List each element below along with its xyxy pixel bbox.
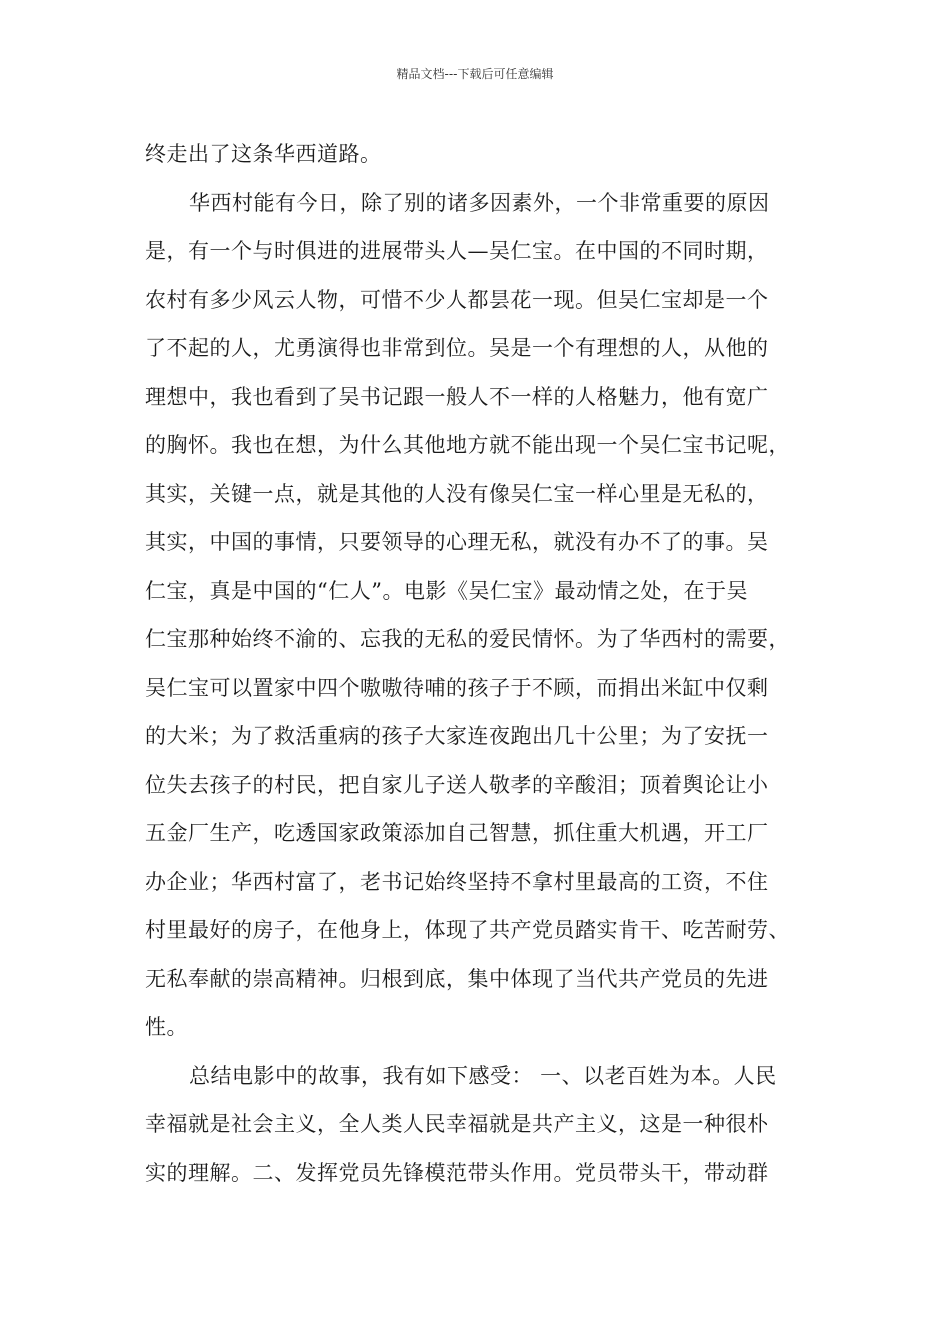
- text-line: 其实，关键一点，就是其他的人没有像吴仁宝一样心里是无私的，: [145, 481, 769, 506]
- text-line: 性。: [145, 1015, 188, 1039]
- text-line: 仁宝，真是中国的“仁人”。电影《吴仁宝》最动情之处，在于吴: [145, 578, 748, 603]
- text-line: 终走出了这条华西道路。: [145, 142, 382, 166]
- text-line: 华西村能有今日，除了别的诸多因素外，一个非常重要的原因: [189, 190, 770, 215]
- text-line: 是，有一个与时俱进的进展带头人—吴仁宝。在中国的不同时期，: [145, 239, 769, 263]
- text-line: 了不起的人，尤勇演得也非常到位。吴是一个有理想的人，从他的: [145, 336, 769, 360]
- text-line: 幸福就是社会主义，全人类人民幸福就是共产主义，这是一种很朴: [145, 1112, 769, 1136]
- page-header: 精品文档---下载后可任意编辑: [396, 67, 554, 81]
- text-line: 其实，中国的事情，只要领导的心理无私，就没有办不了的事。吴: [145, 530, 769, 554]
- text-line: 无私奉献的崇高精神。归根到底，集中体现了当代共产党员的先进: [145, 966, 769, 991]
- text-line: 办企业；华西村富了，老书记始终坚持不拿村里最高的工资，不住: [145, 869, 769, 894]
- text-line: 的大米；为了救活重病的孩子大家连夜跑出几十公里；为了安抚一: [145, 724, 769, 748]
- text-line: 总结电影中的故事，我有如下感受： 一、以老百姓为本。人民: [189, 1063, 777, 1088]
- body-text: [145, 130, 825, 1197]
- text-line: 村里最好的房子，在他身上，体现了共产党员踏实肯干、吃苦耐劳、: [145, 918, 790, 942]
- text-line: 农村有多少风云人物，可惜不少人都昙花一现。但吴仁宝却是一个: [145, 287, 769, 312]
- text-line: 实的理解。二、发挥党员先锋模范带头作用。党员带头干，带动群: [145, 1160, 769, 1185]
- text-line: 位失去孩子的村民，把自家儿子送人敬孝的辛酸泪；顶着舆论让小: [145, 772, 769, 797]
- text-line: 五金厂生产，吃透国家政策添加自己智慧，抓住重大机遇，开工厂: [145, 821, 769, 845]
- text-line: 仁宝那种始终不渝的、忘我的无私的爱民情怀。为了华西村的需要，: [145, 627, 790, 651]
- text-line: 理想中，我也看到了吴书记跟一般人不一样的人格魅力，他有宽广: [145, 384, 769, 409]
- text-line: 的胸怀。我也在想，为什么其他地方就不能出现一个吴仁宝书记呢，: [145, 433, 790, 457]
- text-line: 吴仁宝可以置家中四个嗷嗷待哺的孩子于不顾，而捐出米缸中仅剩: [145, 675, 769, 700]
